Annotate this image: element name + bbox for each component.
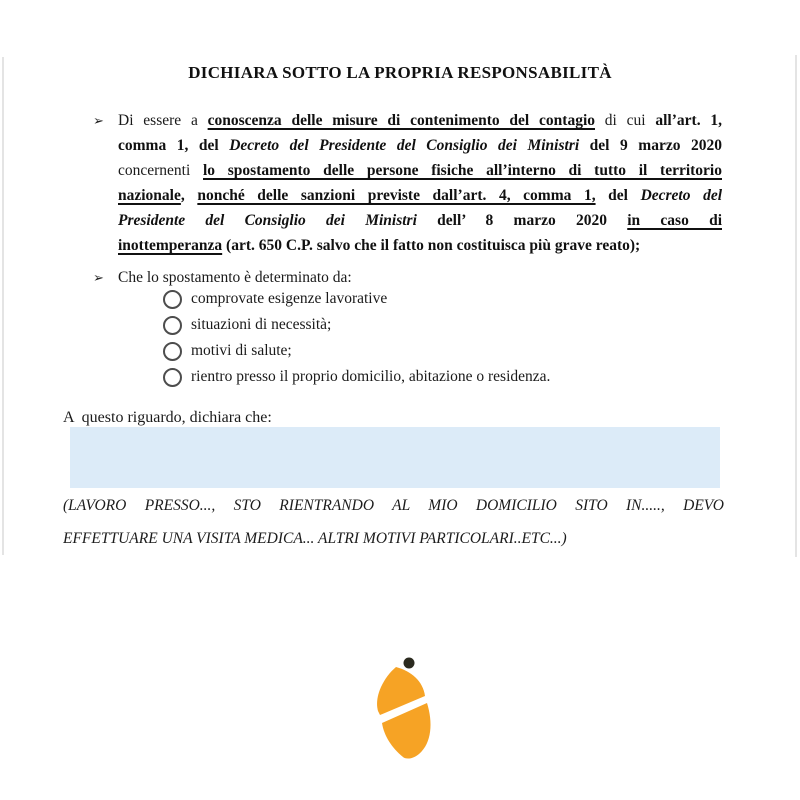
radio-option-label: motivi di salute; [191,342,292,359]
bullet-knowledge-text [118,108,722,258]
radio-option-health[interactable] [163,338,550,364]
bullet-movement-label: Che lo spostamento è determinato da: [118,269,352,286]
radio-option-label: comprovate esigenze lavorative [191,290,388,307]
page-title: DICHIARA SOTTO LA PROPRIA RESPONSABILITÀ [188,63,612,82]
paragraph-line-6: inottemperanza (art. 650 C.P. salvo che il fatto non costituisca più grave reato); [118,237,641,254]
hint-line-1: (LAVORO PRESSO..., STO RIENTRANDO AL MIO DOMICILIO SITO IN....., DEVO [63,497,724,514]
paragraph-line-4: nazionale, nonché delle sanzioni previste dall’art. 4, comma 1, del Decreto del [118,187,722,204]
radio-button-icon[interactable] [163,316,182,335]
paragraph-line-3: concernenti lo spostamento delle persone fisiche all’interno di tutto il territorio [118,162,722,179]
declaration-input-area[interactable] [70,427,720,488]
radio-button-icon[interactable] [163,368,182,387]
bullet-knowledge-of-measures [93,108,722,258]
declaration-label: A questo riguardo, dichiara che: [63,409,272,426]
radio-button-icon[interactable] [163,290,182,309]
arrow-bullet-icon: ➢ [93,114,104,129]
page-edge-left [2,57,4,555]
radio-option-label: rientro presso il proprio domicilio, abitazione o residenza. [191,368,551,385]
radio-option-work[interactable] [163,286,550,312]
arrow-bullet-icon: ➢ [93,271,104,286]
paragraph-line-1: Di essere a conoscenza delle misure di contenimento del contagio di cui all’art. 1, [118,112,722,129]
paragraph-line-2: comma 1, del Decreto del Presidente del Consiglio dei Ministri del 9 marzo 2020 [118,137,722,154]
radio-option-necessity[interactable] [163,312,550,338]
radio-option-label: situazioni di necessità; [191,316,332,333]
paragraph-line-5: Presidente del Consiglio dei Ministri dell’ 8 marzo 2020 in caso di [118,212,722,229]
radio-button-icon[interactable] [163,342,182,361]
hint-line-2: EFFETTUARE UNA VISITA MEDICA... ALTRI MOTIVI PARTICOLARI..ETC...) [63,530,567,547]
leaf-logo-icon [370,650,440,765]
page-edge-right [795,55,797,557]
radio-option-return-home[interactable] [163,364,550,390]
reason-radio-group [163,286,550,390]
